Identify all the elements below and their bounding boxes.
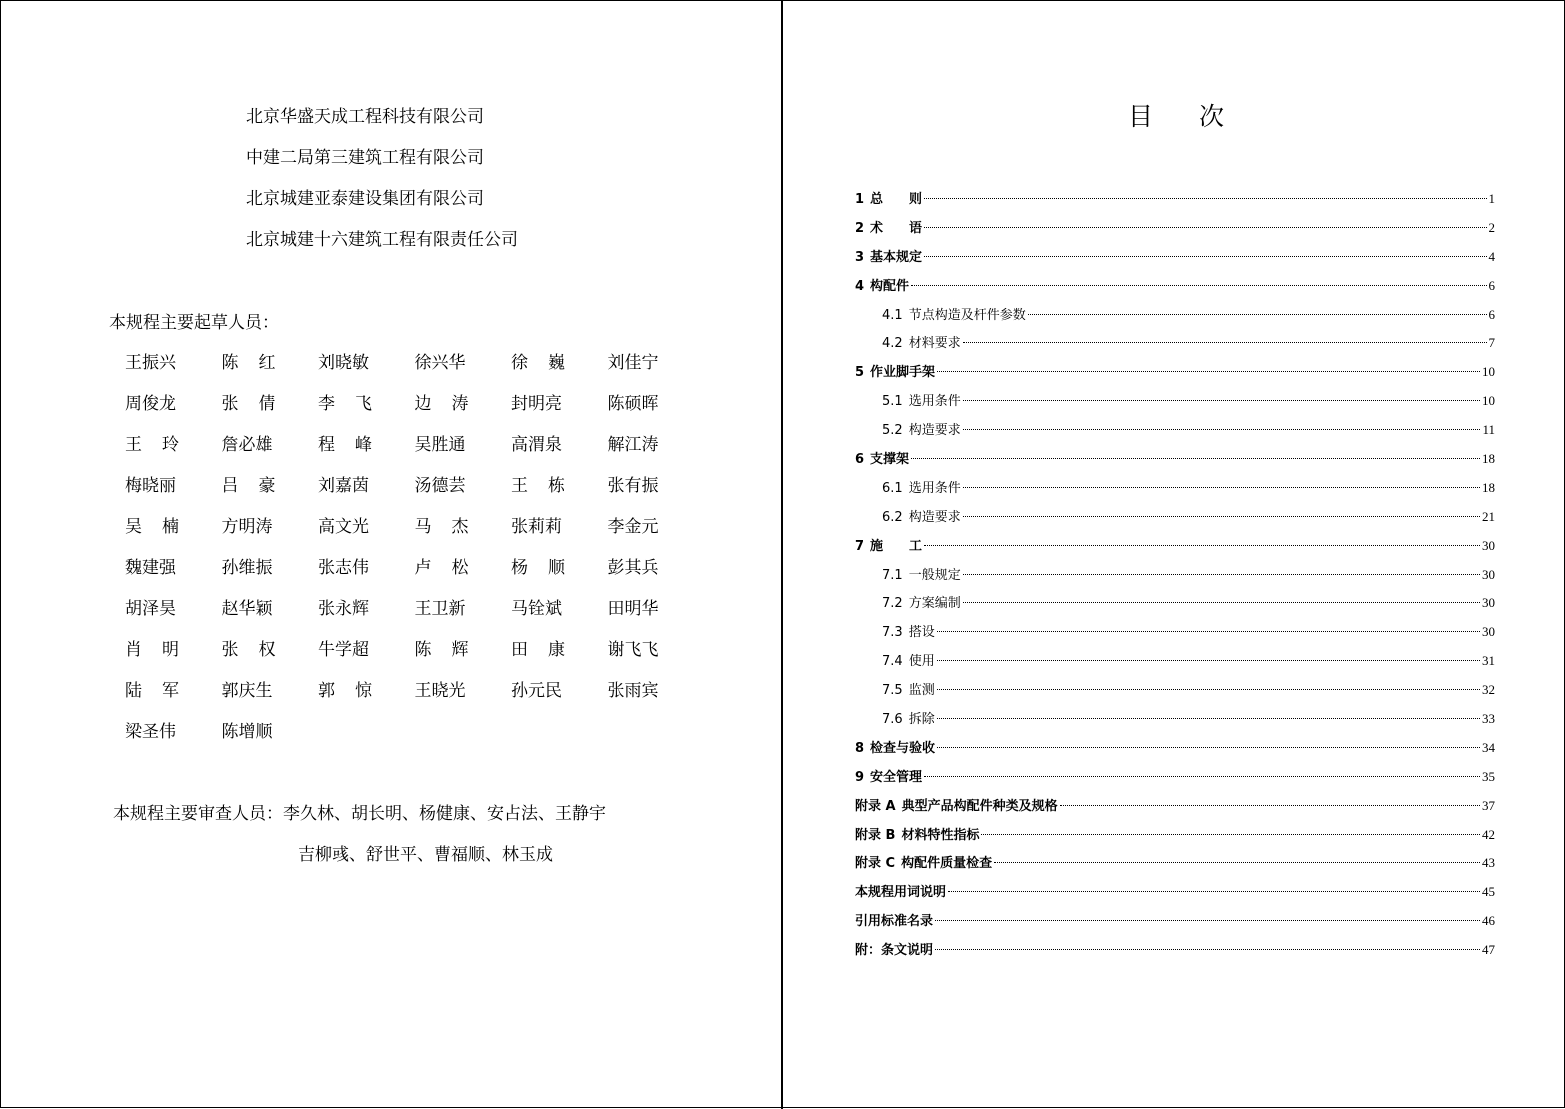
drafter-name: 陈 辉 [414, 640, 469, 660]
toc-entry[interactable] [855, 763, 1495, 792]
toc-entry-title: 安全管理 [870, 769, 923, 785]
toc-entry-title: 本规程用词说明 [855, 885, 947, 901]
toc-entry-title: 检查与验收 [870, 740, 936, 756]
drafter-name: 梁圣伟 [125, 722, 176, 742]
toc-entry-title: 使用 [908, 654, 935, 670]
toc-entry-title: 附：条文说明 [855, 943, 934, 959]
toc-entry-page: 42 [1482, 826, 1495, 842]
toc-entry-page: 4 [1488, 248, 1495, 264]
toc-entry[interactable] [855, 792, 1495, 821]
toc-entry-title: 引用标准名录 [855, 914, 934, 930]
toc-entry-page: 11 [1482, 422, 1495, 438]
toc-dot-leader [963, 516, 1480, 517]
organization-item: 北京城建十六建筑工程有限责任公司 [246, 230, 518, 250]
drafters-grid [125, 350, 701, 760]
toc-dot-leader [1060, 805, 1480, 806]
toc-entry[interactable] [855, 676, 1495, 705]
toc-entry-page: 35 [1482, 768, 1495, 784]
drafter-name: 杨 顺 [511, 558, 565, 578]
toc-entry[interactable] [855, 503, 1495, 532]
toc-entry-title: 选用条件 [908, 480, 961, 496]
drafter-name: 李 飞 [318, 394, 372, 414]
drafter-name: 张永辉 [318, 599, 369, 619]
toc-dot-leader [937, 371, 1480, 372]
toc-entry[interactable] [855, 185, 1495, 214]
toc-entry-page: 10 [1482, 364, 1495, 380]
toc-dot-leader [994, 862, 1480, 863]
toc-entry[interactable] [855, 416, 1495, 445]
toc-entry-title: 总 则 [870, 192, 923, 207]
toc-entry-number: 4.1 [882, 307, 903, 323]
organization-item: 中建二局第三建筑工程有限公司 [246, 148, 484, 168]
toc-dot-leader [981, 834, 1480, 835]
drafter-name: 程 峰 [318, 435, 372, 455]
drafter-name: 詹必雄 [221, 435, 273, 455]
drafter-name: 张有振 [607, 476, 659, 496]
toc-dot-leader [963, 602, 1480, 603]
drafter-name: 刘佳宁 [607, 353, 659, 373]
toc-dot-leader [963, 342, 1487, 343]
toc-entry-number: 7 [855, 538, 865, 554]
toc-dot-leader [935, 949, 1480, 950]
toc-entry-page: 30 [1482, 595, 1495, 611]
toc-entry[interactable] [855, 272, 1495, 301]
drafter-name: 陆 军 [125, 681, 179, 701]
toc-entry-title: 典型产品构配件种类及规格 [901, 798, 1058, 814]
toc-entry-page: 33 [1482, 711, 1495, 727]
drafter-name: 王晓光 [414, 681, 466, 701]
toc-entry-number: 7.1 [882, 567, 903, 583]
toc-entry-page: 6 [1488, 306, 1495, 322]
toc-entry-page: 6 [1488, 277, 1495, 293]
toc-entry-title: 材料要求 [908, 336, 961, 352]
toc-entry[interactable] [855, 214, 1495, 243]
drafter-name: 谢飞飞 [607, 640, 659, 660]
drafter-name: 孙维振 [221, 558, 273, 578]
drafter-name: 边 涛 [414, 394, 469, 414]
toc-entry[interactable] [855, 589, 1495, 618]
toc-entry-page: 10 [1482, 393, 1495, 409]
toc-entry-title: 方案编制 [908, 596, 961, 612]
toc-entry-title: 选用条件 [908, 394, 961, 410]
drafter-name: 卢 松 [414, 558, 469, 578]
toc-entry-page: 45 [1482, 884, 1495, 900]
toc-dot-leader [924, 227, 1486, 228]
toc-entry-title: 构配件 [870, 278, 910, 294]
toc-entry-page: 31 [1482, 653, 1495, 669]
drafter-name: 陈增顺 [221, 722, 273, 742]
toc-dot-leader [937, 660, 1480, 661]
drafter-name: 田 康 [511, 640, 565, 660]
drafter-name: 解江涛 [607, 435, 659, 455]
toc-entry-number: 2 [855, 220, 865, 236]
drafter-name: 徐 巍 [511, 353, 565, 373]
organization-item: 北京城建亚泰建设集团有限公司 [246, 189, 484, 209]
drafter-name: 高渭泉 [511, 435, 562, 455]
drafter-name: 牛学超 [318, 640, 369, 660]
drafter-name: 张志伟 [318, 558, 369, 578]
toc-entry-page: 46 [1482, 913, 1495, 929]
toc-dot-leader [911, 458, 1480, 459]
drafter-name: 周俊龙 [125, 394, 176, 414]
drafter-name: 彭其兵 [607, 558, 659, 578]
toc-entry-number: 附录 A [855, 798, 896, 814]
drafter-name: 梅晓丽 [125, 476, 176, 496]
toc-entry-title: 术 语 [870, 220, 923, 236]
toc-dot-leader [963, 400, 1480, 401]
toc-entry[interactable] [855, 849, 1495, 878]
toc-entry[interactable] [855, 445, 1495, 474]
toc-entry-title: 节点构造及杆件参数 [908, 307, 1026, 323]
toc-entry[interactable] [855, 878, 1495, 907]
toc-entry[interactable] [855, 243, 1495, 272]
drafter-name: 张 倩 [221, 394, 276, 414]
toc-entry-number: 5 [855, 365, 865, 381]
toc-entry[interactable] [855, 907, 1495, 936]
toc-entry-number: 4 [855, 278, 865, 294]
drafter-name: 肖 明 [125, 640, 179, 660]
toc-entry-title: 作业脚手架 [870, 365, 936, 381]
toc-entry-number: 7.5 [882, 683, 903, 699]
toc-entry-page: 43 [1482, 855, 1495, 871]
toc-entry-page: 18 [1482, 451, 1495, 467]
drafter-name: 魏建强 [125, 558, 176, 578]
toc-dot-leader [911, 285, 1486, 286]
drafter-name: 吴胜通 [414, 435, 466, 455]
toc-entry-number: 1 [855, 192, 865, 207]
toc-entry-number: 附录 B [855, 827, 896, 843]
toc-entry-page: 30 [1482, 566, 1495, 582]
toc-entry[interactable] [855, 618, 1495, 647]
drafter-name: 李金元 [607, 517, 659, 537]
toc-entry-number: 9 [855, 769, 865, 785]
toc-dot-leader [937, 689, 1480, 690]
toc-entry-title: 构造要求 [908, 509, 961, 525]
toc-entry[interactable] [855, 474, 1495, 503]
toc-entry-number: 附录 C [855, 856, 896, 872]
toc-entry-page: 1 [1488, 191, 1495, 206]
toc-entry-number: 8 [855, 740, 865, 756]
toc-dot-leader [937, 747, 1480, 748]
drafter-name: 吴 楠 [125, 517, 179, 537]
drafter-name: 马 杰 [414, 517, 469, 537]
toc-title: 目次 [1128, 102, 1271, 131]
toc-entry[interactable] [855, 705, 1495, 734]
toc-entry[interactable] [855, 301, 1495, 330]
toc-entry-page: 34 [1482, 739, 1495, 755]
toc-entry[interactable] [855, 358, 1495, 387]
toc-dot-leader [1028, 314, 1487, 315]
drafter-name: 刘嘉茵 [318, 476, 369, 496]
toc-entry-title: 支撑架 [870, 452, 910, 468]
toc-dot-leader [924, 776, 1480, 777]
drafter-name: 王 玲 [125, 435, 179, 455]
toc-entry-page: 2 [1488, 219, 1495, 235]
drafter-name: 封明亮 [511, 394, 562, 414]
drafter-name: 胡泽昊 [125, 599, 176, 619]
toc-dot-leader [924, 198, 1486, 199]
toc-entry-title: 搭设 [908, 625, 935, 641]
toc-entry-title: 构配件质量检查 [901, 856, 993, 872]
toc-entry[interactable] [855, 387, 1495, 416]
toc-entry-number: 5.1 [882, 394, 903, 410]
toc-entry[interactable] [855, 329, 1495, 358]
toc-entry-number: 6.2 [882, 509, 903, 525]
toc-entry-title: 一般规定 [908, 567, 961, 583]
toc-entry[interactable] [855, 936, 1495, 965]
reviewers-line-2: 吉柳彧、舒世平、曹福顺、林玉成 [298, 845, 553, 865]
toc-entry-page: 21 [1482, 508, 1495, 524]
toc-entry[interactable] [855, 647, 1495, 676]
drafter-name: 陈硕晖 [607, 394, 659, 414]
drafters-heading: 本规程主要起草人员： [109, 313, 279, 333]
drafter-name: 王 栋 [511, 476, 565, 496]
drafter-name: 刘晓敏 [318, 353, 369, 373]
toc-entry-page: 30 [1482, 624, 1495, 640]
toc-entry-number: 6 [855, 452, 865, 468]
toc-entry-title: 拆除 [908, 712, 935, 728]
toc-dot-leader [963, 487, 1480, 488]
drafter-name: 陈 红 [221, 353, 276, 373]
drafter-name: 郭庆生 [221, 681, 273, 701]
toc-entry-title: 施 工 [870, 538, 923, 554]
toc-entry-page: 37 [1482, 797, 1495, 813]
toc-entry-page: 18 [1482, 479, 1495, 495]
toc-entry-title: 构造要求 [908, 423, 961, 439]
right-page [783, 1, 1565, 1109]
toc-entry[interactable] [855, 734, 1495, 763]
drafter-name: 吕 豪 [221, 476, 276, 496]
drafter-name: 田明华 [607, 599, 659, 619]
toc-entry-page: 32 [1482, 682, 1495, 698]
drafter-name: 方明涛 [221, 517, 273, 537]
drafter-name: 高文光 [318, 517, 369, 537]
drafter-name: 孙元民 [511, 681, 562, 701]
toc-entry[interactable] [855, 532, 1495, 561]
drafter-name: 郭 惊 [318, 681, 372, 701]
drafter-name: 王卫新 [414, 599, 466, 619]
toc-dot-leader [935, 920, 1480, 921]
table-of-contents [855, 185, 1495, 965]
toc-dot-leader [937, 631, 1480, 632]
toc-entry-number: 7.3 [882, 625, 903, 641]
toc-entry-number: 7.4 [882, 654, 903, 670]
toc-dot-leader [937, 718, 1480, 719]
toc-entry-title: 监测 [908, 683, 935, 699]
toc-entry[interactable] [855, 821, 1495, 850]
toc-dot-leader [924, 545, 1480, 546]
drafter-name: 张莉莉 [511, 517, 562, 537]
toc-entry-title: 材料特性指标 [901, 827, 980, 843]
toc-entry-number: 6.1 [882, 480, 903, 496]
drafter-name: 徐兴华 [414, 353, 466, 373]
toc-entry-title: 基本规定 [870, 249, 923, 265]
toc-entry[interactable] [855, 561, 1495, 590]
toc-dot-leader [924, 256, 1486, 257]
drafter-name: 汤德芸 [414, 476, 466, 496]
toc-entry-number: 5.2 [882, 423, 903, 439]
toc-entry-number: 3 [855, 249, 865, 265]
toc-entry-page: 30 [1482, 537, 1495, 553]
left-page [1, 1, 781, 1109]
toc-dot-leader [963, 574, 1480, 575]
drafter-name: 张 权 [221, 640, 276, 660]
toc-entry-number: 7.6 [882, 712, 903, 728]
drafter-name: 王振兴 [125, 353, 176, 373]
toc-dot-leader [963, 429, 1481, 430]
organization-item: 北京华盛天成工程科技有限公司 [246, 107, 484, 127]
drafter-name: 赵华颖 [221, 599, 273, 619]
drafter-name: 马铨斌 [511, 599, 562, 619]
reviewers-line-1: 本规程主要审查人员：李久林、胡长明、杨健康、安占法、王静宇 [113, 804, 606, 824]
toc-entry-number: 4.2 [882, 336, 903, 352]
toc-entry-page: 47 [1482, 942, 1495, 958]
organization-list [246, 104, 518, 268]
toc-dot-leader [948, 891, 1480, 892]
toc-entry-number: 7.2 [882, 596, 903, 612]
drafter-name: 张雨宾 [607, 681, 659, 701]
toc-entry-page: 7 [1488, 335, 1495, 351]
